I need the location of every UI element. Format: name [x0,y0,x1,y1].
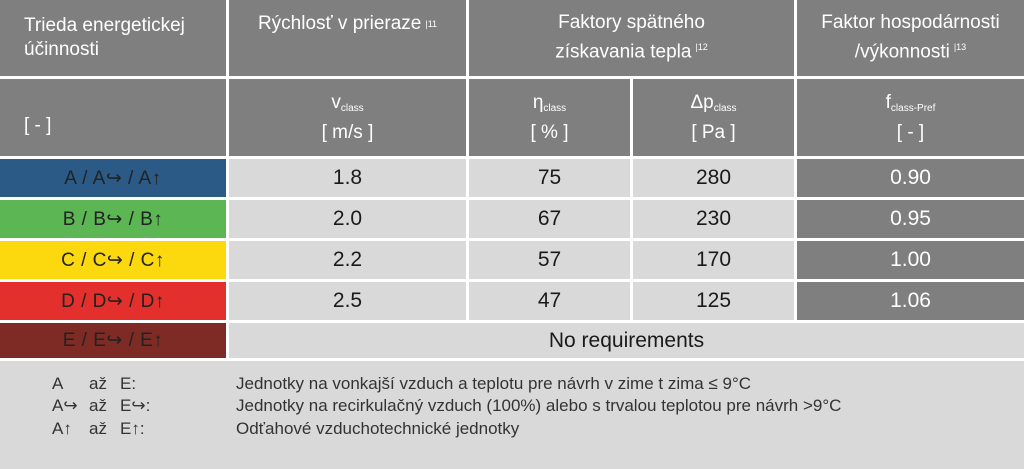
eta-value: 47 [537,289,562,312]
header-efficiency-note: |13 [953,42,967,53]
header-recovery-line1: Faktory spätného [558,12,705,34]
dp-value: 230 [695,207,732,230]
subheader-eta-unit: [ % ] [530,121,569,143]
f-cell [797,159,1024,197]
subheader-class-unit: [ - ] [24,115,52,136]
no-requirements-text: No requirements [548,328,705,352]
dp-value: 125 [695,289,732,312]
velocity-value: 2.5 [332,289,363,312]
f-cell [797,282,1024,320]
f-cell [797,200,1024,238]
legend-code: A [52,374,64,393]
velocity-cell [229,241,466,279]
header-efficiency-line2: /výkonnosti [854,41,950,63]
subheader-eta-sub: class [543,102,567,114]
class-cell [0,159,226,197]
f-value: 1.06 [890,289,931,312]
velocity-value: 2.0 [332,207,363,230]
velocity-value: 2.2 [332,248,363,271]
f-cell [797,241,1024,279]
header-recovery-note: |12 [695,42,708,53]
header-velocity-note: |11 [425,19,438,29]
header-class-title: Trieda energetickej účinnosti [24,15,185,60]
legend-item [0,374,1024,396]
subheader-velocity [229,79,466,156]
header-efficiency-line1: Faktor hospodárnosti [821,12,1000,34]
eta-value: 67 [537,207,562,230]
dp-cell [633,200,794,238]
legend-end: E: [120,374,137,393]
eta-cell [469,200,630,238]
header-recovery [469,0,794,76]
eta-value: 57 [537,248,562,271]
header-velocity [229,0,466,76]
legend-az: až [89,374,107,393]
legend-end: E↪: [120,396,151,415]
legend-code: A↑ [52,419,72,438]
subheader-dp-sub: class [713,102,737,114]
dp-cell [633,241,794,279]
header-class [0,0,226,76]
subheader-f-symbol: f [885,91,891,113]
legend-item [0,419,1024,441]
class-label: E / E↪ / E↑ [62,330,164,351]
header-velocity-title: Rýchlosť v prieraze [257,13,422,34]
velocity-cell [229,282,466,320]
subheader-f-unit: [ - ] [896,121,925,143]
legend-az: až [89,419,107,438]
eta-value: 75 [537,166,562,189]
eta-cell [469,159,630,197]
subheader-eta-symbol: η [532,91,544,113]
class-cell [0,200,226,238]
legend-item [0,396,1024,418]
f-value: 0.90 [890,166,931,189]
class-label: A / A↪ / A↑ [64,167,162,189]
dp-cell [633,159,794,197]
dp-value: 280 [695,166,732,189]
legend-text: Odťahové vzduchotechnické jednotky [236,419,520,438]
subheader-eta [469,79,630,156]
subheader-dp-symbol: Δp [690,91,714,113]
subheader-v-sub: class [340,102,364,114]
class-cell [0,241,226,279]
legend-az: až [89,396,107,415]
legend-text: Jednotky na recirkulačný vzduch (100%) alebo s trvalou teplotou pre návrh >9°C [236,396,842,415]
subheader-f-sub: class-Pref [890,102,936,114]
class-label: B / B↪ / B↑ [62,208,164,230]
subheader-v-symbol: v [331,91,341,113]
velocity-cell [229,159,466,197]
class-label: D / D↪ / D↑ [61,290,165,312]
subheader-v-unit: [ m/s ] [321,121,374,143]
subheader-class [0,79,226,156]
eta-cell [469,241,630,279]
subheader-f [797,79,1024,156]
velocity-cell [229,200,466,238]
subheader-dp [633,79,794,156]
subheader-dp-unit: [ Pa ] [691,121,736,143]
legend [0,361,1024,469]
header-efficiency [797,0,1024,76]
class-cell [0,282,226,320]
legend-code: A↪ [52,396,78,415]
class-label: C / C↪ / C↑ [61,249,165,271]
legend-text: Jednotky na vonkajší vzduch a teplotu pre návrh v zime t zima ≤ 9°C [236,374,752,393]
header-recovery-line2: získavania tepla [555,41,692,63]
f-value: 0.95 [890,207,931,230]
eta-cell [469,282,630,320]
velocity-value: 1.8 [332,166,363,189]
f-value: 1.00 [890,248,931,271]
legend-end: E↑: [120,419,145,438]
dp-value: 170 [695,248,732,271]
dp-cell [633,282,794,320]
class-cell [0,323,226,358]
no-requirements-cell [229,323,1024,358]
